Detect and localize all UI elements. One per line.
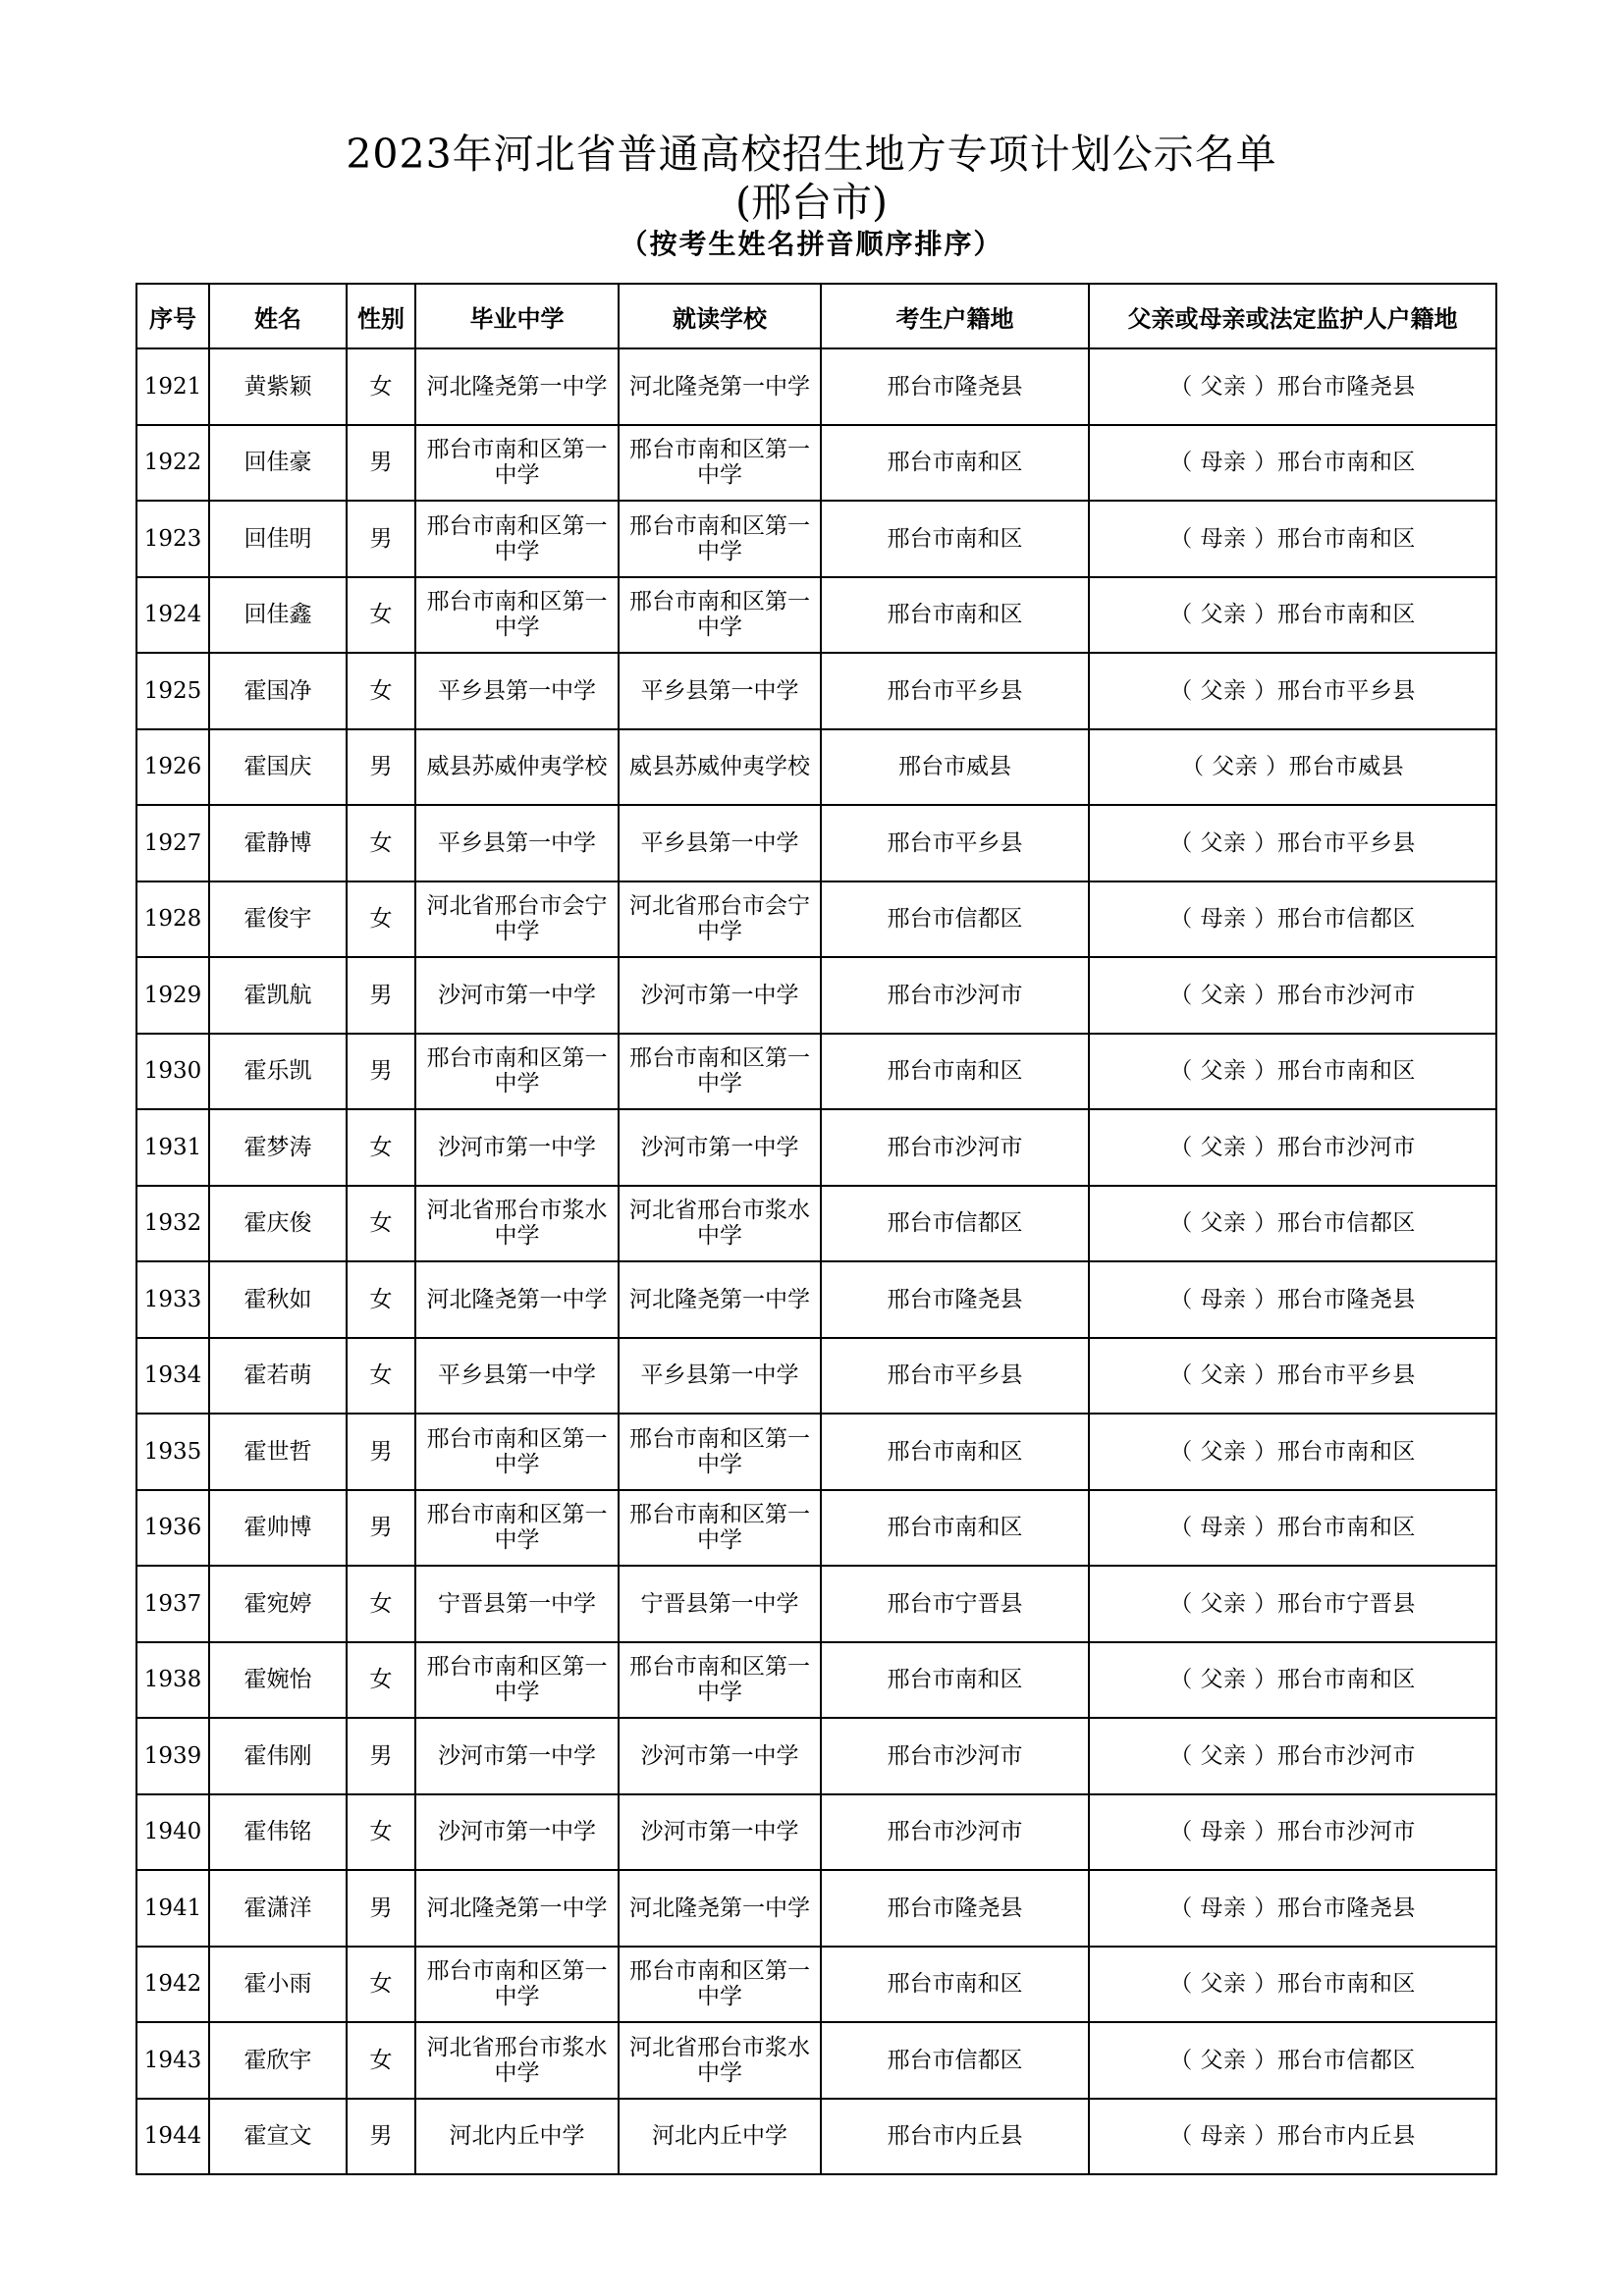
cell-current-school: 邢台市南和区第一中学	[619, 425, 821, 502]
header-no: 序号	[136, 284, 209, 348]
cell-name: 霍欣宇	[209, 2022, 347, 2099]
cell-parent-hukou	[1089, 1566, 1496, 1642]
parent-hukou-place: 邢台市信都区	[1276, 906, 1416, 933]
cell-name: 霍小雨	[209, 1947, 347, 2023]
cell-name: 霍乐凯	[209, 1034, 347, 1110]
cell-name: 霍宣文	[209, 2099, 347, 2175]
table-row	[136, 1261, 1496, 1338]
cell-gender: 女	[347, 348, 415, 425]
cell-gender: 男	[347, 1718, 415, 1794]
cell-name: 霍凯航	[209, 957, 347, 1034]
parent-hukou-place: 邢台市沙河市	[1276, 1134, 1416, 1160]
cell-current-school: 平乡县第一中学	[619, 805, 821, 881]
cell-gender: 男	[347, 729, 415, 806]
cell-no: 1932	[136, 1186, 209, 1262]
table-row	[136, 1186, 1496, 1262]
cell-grad-school: 河北省邢台市会宁中学	[415, 881, 619, 958]
parent-relation: （ 母亲 ）	[1169, 525, 1277, 552]
cell-hukou: 邢台市南和区	[821, 1947, 1089, 2023]
cell-current-school: 邢台市南和区第一中学	[619, 577, 821, 654]
cell-current-school: 邢台市南和区第一中学	[619, 1947, 821, 2023]
cell-grad-school: 邢台市南和区第一中学	[415, 1642, 619, 1719]
cell-gender: 女	[347, 1566, 415, 1642]
parent-hukou-place: 邢台市南和区	[1276, 1667, 1416, 1693]
cell-parent-hukou	[1089, 957, 1496, 1034]
parent-relation: （ 父亲 ）	[1180, 754, 1289, 780]
cell-grad-school: 邢台市南和区第一中学	[415, 1490, 619, 1567]
parent-hukou-place: 邢台市南和区	[1276, 525, 1416, 552]
table-row	[136, 2099, 1496, 2175]
cell-no: 1933	[136, 1261, 209, 1338]
cell-hukou: 邢台市信都区	[821, 1186, 1089, 1262]
cell-hukou: 邢台市平乡县	[821, 805, 1089, 881]
cell-gender: 男	[347, 1034, 415, 1110]
table-row	[136, 1490, 1496, 1567]
document-title: 2023年河北省普通高校招生地方专项计划公示名单	[346, 131, 1277, 178]
cell-no: 1944	[136, 2099, 209, 2175]
cell-grad-school: 邢台市南和区第一中学	[415, 1947, 619, 2023]
table-row	[136, 1794, 1496, 1871]
parent-relation: （ 父亲 ）	[1169, 602, 1277, 628]
parent-relation: （ 父亲 ）	[1169, 1210, 1277, 1237]
cell-parent-hukou	[1089, 577, 1496, 654]
table-row	[136, 425, 1496, 502]
cell-parent-hukou	[1089, 805, 1496, 881]
cell-parent-hukou	[1089, 348, 1496, 425]
header-parent-hukou: 父亲或母亲或法定监护人户籍地	[1089, 284, 1496, 348]
cell-current-school: 邢台市南和区第一中学	[619, 1642, 821, 1719]
parent-relation: （ 父亲 ）	[1169, 1667, 1277, 1693]
parent-relation: （ 父亲 ）	[1169, 829, 1277, 856]
cell-parent-hukou	[1089, 1794, 1496, 1871]
cell-parent-hukou	[1089, 1642, 1496, 1719]
cell-name: 霍伟刚	[209, 1718, 347, 1794]
cell-parent-hukou	[1089, 1947, 1496, 2023]
parent-hukou-place: 邢台市沙河市	[1276, 1819, 1416, 1845]
parent-relation: （ 母亲 ）	[1169, 1515, 1277, 1541]
cell-grad-school: 河北隆尧第一中学	[415, 348, 619, 425]
document-subtitle: (邢台市)	[735, 179, 888, 226]
cell-current-school: 平乡县第一中学	[619, 653, 821, 729]
parent-relation: （ 母亲 ）	[1169, 2123, 1277, 2150]
cell-grad-school: 河北隆尧第一中学	[415, 1261, 619, 1338]
cell-no: 1939	[136, 1718, 209, 1794]
cell-hukou: 邢台市南和区	[821, 577, 1089, 654]
cell-grad-school: 平乡县第一中学	[415, 1338, 619, 1415]
cell-no: 1931	[136, 1109, 209, 1186]
cell-no: 1943	[136, 2022, 209, 2099]
cell-current-school: 邢台市南和区第一中学	[619, 1490, 821, 1567]
cell-grad-school: 平乡县第一中学	[415, 653, 619, 729]
cell-hukou: 邢台市南和区	[821, 1642, 1089, 1719]
cell-name: 霍秋如	[209, 1261, 347, 1338]
cell-hukou: 邢台市南和区	[821, 1414, 1089, 1490]
header-grad-school: 毕业中学	[415, 284, 619, 348]
parent-hukou-place: 邢台市平乡县	[1276, 1362, 1416, 1389]
cell-hukou: 邢台市宁晋县	[821, 1566, 1089, 1642]
cell-grad-school: 邢台市南和区第一中学	[415, 501, 619, 577]
roster-table	[135, 283, 1497, 2175]
cell-name: 回佳鑫	[209, 577, 347, 654]
cell-no: 1926	[136, 729, 209, 806]
cell-no: 1934	[136, 1338, 209, 1415]
cell-gender: 女	[347, 1338, 415, 1415]
parent-relation: （ 父亲 ）	[1169, 373, 1277, 400]
parent-relation: （ 父亲 ）	[1169, 1590, 1277, 1617]
cell-name: 黄紫颖	[209, 348, 347, 425]
cell-grad-school: 邢台市南和区第一中学	[415, 1414, 619, 1490]
cell-hukou: 邢台市信都区	[821, 2022, 1089, 2099]
cell-gender: 女	[347, 577, 415, 654]
cell-grad-school: 邢台市南和区第一中学	[415, 1034, 619, 1110]
table-row	[136, 1718, 1496, 1794]
table-row	[136, 957, 1496, 1034]
cell-parent-hukou	[1089, 1870, 1496, 1947]
cell-current-school: 河北隆尧第一中学	[619, 1261, 821, 1338]
parent-hukou-place: 邢台市信都区	[1276, 2047, 1416, 2073]
cell-gender: 女	[347, 805, 415, 881]
parent-relation: （ 父亲 ）	[1169, 1134, 1277, 1160]
parent-hukou-place: 邢台市南和区	[1276, 1438, 1416, 1465]
cell-gender: 男	[347, 957, 415, 1034]
sort-note: （按考生姓名拼音顺序排序）	[620, 228, 1003, 260]
cell-parent-hukou	[1089, 881, 1496, 958]
cell-current-school: 沙河市第一中学	[619, 1794, 821, 1871]
cell-parent-hukou	[1089, 1261, 1496, 1338]
parent-hukou-place: 邢台市隆尧县	[1276, 1286, 1416, 1312]
cell-hukou: 邢台市南和区	[821, 1490, 1089, 1567]
cell-parent-hukou	[1089, 2099, 1496, 2175]
cell-current-school: 邢台市南和区第一中学	[619, 1034, 821, 1110]
cell-parent-hukou	[1089, 1490, 1496, 1567]
parent-relation: （ 父亲 ）	[1169, 1058, 1277, 1085]
parent-hukou-place: 邢台市南和区	[1276, 602, 1416, 628]
table-row	[136, 1109, 1496, 1186]
cell-hukou: 邢台市信都区	[821, 881, 1089, 958]
parent-hukou-place: 邢台市平乡县	[1276, 829, 1416, 856]
cell-name: 霍庆俊	[209, 1186, 347, 1262]
cell-grad-school: 沙河市第一中学	[415, 1718, 619, 1794]
parent-hukou-place: 邢台市南和区	[1276, 1515, 1416, 1541]
cell-current-school: 河北省邢台市会宁中学	[619, 881, 821, 958]
cell-name: 霍梦涛	[209, 1109, 347, 1186]
parent-hukou-place: 邢台市隆尧县	[1276, 373, 1416, 400]
parent-relation: （ 父亲 ）	[1169, 982, 1277, 1008]
cell-gender: 男	[347, 425, 415, 502]
cell-name: 霍世哲	[209, 1414, 347, 1490]
parent-hukou-place: 邢台市宁晋县	[1276, 1590, 1416, 1617]
cell-gender: 女	[347, 1947, 415, 2023]
cell-no: 1930	[136, 1034, 209, 1110]
cell-no: 1928	[136, 881, 209, 958]
cell-current-school: 河北隆尧第一中学	[619, 1870, 821, 1947]
header-name: 姓名	[209, 284, 347, 348]
cell-parent-hukou	[1089, 1718, 1496, 1794]
parent-relation: （ 母亲 ）	[1169, 1895, 1277, 1921]
cell-hukou: 邢台市隆尧县	[821, 1870, 1089, 1947]
cell-current-school: 河北省邢台市浆水中学	[619, 1186, 821, 1262]
cell-hukou: 邢台市隆尧县	[821, 348, 1089, 425]
cell-parent-hukou	[1089, 653, 1496, 729]
cell-grad-school: 沙河市第一中学	[415, 1794, 619, 1871]
cell-gender: 男	[347, 2099, 415, 2175]
cell-parent-hukou	[1089, 1186, 1496, 1262]
cell-grad-school: 宁晋县第一中学	[415, 1566, 619, 1642]
parent-relation: （ 父亲 ）	[1169, 677, 1277, 704]
cell-current-school: 河北省邢台市浆水中学	[619, 2022, 821, 2099]
cell-current-school: 沙河市第一中学	[619, 1718, 821, 1794]
cell-current-school: 沙河市第一中学	[619, 1109, 821, 1186]
cell-name: 霍俊宇	[209, 881, 347, 958]
cell-gender: 女	[347, 653, 415, 729]
cell-hukou: 邢台市沙河市	[821, 957, 1089, 1034]
cell-grad-school: 河北隆尧第一中学	[415, 1870, 619, 1947]
parent-hukou-place: 邢台市内丘县	[1276, 2123, 1416, 2150]
cell-current-school: 宁晋县第一中学	[619, 1566, 821, 1642]
cell-hukou: 邢台市威县	[821, 729, 1089, 806]
cell-name: 回佳明	[209, 501, 347, 577]
parent-relation: （ 父亲 ）	[1169, 1438, 1277, 1465]
cell-grad-school: 邢台市南和区第一中学	[415, 577, 619, 654]
parent-relation: （ 母亲 ）	[1169, 1286, 1277, 1312]
parent-relation: （ 母亲 ）	[1169, 1819, 1277, 1845]
cell-grad-school: 平乡县第一中学	[415, 805, 619, 881]
cell-hukou: 邢台市南和区	[821, 501, 1089, 577]
cell-parent-hukou	[1089, 1109, 1496, 1186]
table-row	[136, 1566, 1496, 1642]
cell-name: 霍帅博	[209, 1490, 347, 1567]
cell-hukou: 邢台市南和区	[821, 425, 1089, 502]
cell-parent-hukou	[1089, 1034, 1496, 1110]
cell-hukou: 邢台市沙河市	[821, 1794, 1089, 1871]
cell-gender: 女	[347, 1261, 415, 1338]
parent-hukou-place: 邢台市隆尧县	[1276, 1895, 1416, 1921]
parent-hukou-place: 邢台市威县	[1288, 754, 1405, 780]
cell-hukou: 邢台市隆尧县	[821, 1261, 1089, 1338]
cell-no: 1935	[136, 1414, 209, 1490]
table-row	[136, 881, 1496, 958]
cell-name: 回佳豪	[209, 425, 347, 502]
parent-relation: （ 父亲 ）	[1169, 1742, 1277, 1769]
cell-name: 霍伟铭	[209, 1794, 347, 1871]
table-row	[136, 348, 1496, 425]
table-row	[136, 653, 1496, 729]
cell-no: 1942	[136, 1947, 209, 2023]
parent-relation: （ 母亲 ）	[1169, 906, 1277, 933]
header-gender: 性别	[347, 284, 415, 348]
cell-name: 霍潇洋	[209, 1870, 347, 1947]
table-row	[136, 1338, 1496, 1415]
parent-relation: （ 父亲 ）	[1169, 1362, 1277, 1389]
cell-current-school: 沙河市第一中学	[619, 957, 821, 1034]
cell-parent-hukou	[1089, 1414, 1496, 1490]
cell-gender: 女	[347, 1186, 415, 1262]
cell-parent-hukou	[1089, 501, 1496, 577]
cell-hukou: 邢台市平乡县	[821, 1338, 1089, 1415]
table-row	[136, 1034, 1496, 1110]
cell-current-school: 威县苏威仲夷学校	[619, 729, 821, 806]
cell-no: 1936	[136, 1490, 209, 1567]
cell-no: 1927	[136, 805, 209, 881]
parent-relation: （ 父亲 ）	[1169, 2047, 1277, 2073]
cell-parent-hukou	[1089, 1338, 1496, 1415]
cell-no: 1940	[136, 1794, 209, 1871]
cell-name: 霍婉怡	[209, 1642, 347, 1719]
cell-current-school: 河北内丘中学	[619, 2099, 821, 2175]
cell-gender: 男	[347, 1870, 415, 1947]
cell-grad-school: 邢台市南和区第一中学	[415, 425, 619, 502]
table-row	[136, 729, 1496, 806]
cell-grad-school: 河北内丘中学	[415, 2099, 619, 2175]
table-row	[136, 2022, 1496, 2099]
parent-hukou-place: 邢台市信都区	[1276, 1210, 1416, 1237]
table-row	[136, 1947, 1496, 2023]
cell-no: 1941	[136, 1870, 209, 1947]
cell-name: 霍静博	[209, 805, 347, 881]
table-row	[136, 1414, 1496, 1490]
cell-grad-school: 沙河市第一中学	[415, 1109, 619, 1186]
cell-gender: 女	[347, 1642, 415, 1719]
cell-gender: 女	[347, 2022, 415, 2099]
cell-gender: 男	[347, 1414, 415, 1490]
cell-gender: 男	[347, 501, 415, 577]
cell-current-school: 平乡县第一中学	[619, 1338, 821, 1415]
cell-hukou: 邢台市内丘县	[821, 2099, 1089, 2175]
table-row	[136, 805, 1496, 881]
cell-gender: 男	[347, 1490, 415, 1567]
cell-no: 1925	[136, 653, 209, 729]
parent-hukou-place: 邢台市沙河市	[1276, 1742, 1416, 1769]
cell-gender: 女	[347, 1109, 415, 1186]
cell-current-school: 河北隆尧第一中学	[619, 348, 821, 425]
parent-hukou-place: 邢台市南和区	[1276, 1058, 1416, 1085]
cell-gender: 女	[347, 881, 415, 958]
parent-relation: （ 母亲 ）	[1169, 450, 1277, 476]
header-row	[136, 284, 1496, 348]
table-row	[136, 501, 1496, 577]
cell-name: 霍若萌	[209, 1338, 347, 1415]
parent-relation: （ 父亲 ）	[1169, 1971, 1277, 1998]
cell-grad-school: 沙河市第一中学	[415, 957, 619, 1034]
cell-hukou: 邢台市南和区	[821, 1034, 1089, 1110]
cell-parent-hukou	[1089, 2022, 1496, 2099]
cell-grad-school: 河北省邢台市浆水中学	[415, 1186, 619, 1262]
cell-no: 1929	[136, 957, 209, 1034]
table-row	[136, 577, 1496, 654]
cell-name: 霍宛婷	[209, 1566, 347, 1642]
cell-hukou: 邢台市平乡县	[821, 653, 1089, 729]
cell-no: 1922	[136, 425, 209, 502]
cell-no: 1921	[136, 348, 209, 425]
parent-hukou-place: 邢台市沙河市	[1276, 982, 1416, 1008]
table-row	[136, 1642, 1496, 1719]
cell-parent-hukou	[1089, 729, 1496, 806]
cell-no: 1937	[136, 1566, 209, 1642]
parent-hukou-place: 邢台市南和区	[1276, 1971, 1416, 1998]
cell-hukou: 邢台市沙河市	[821, 1718, 1089, 1794]
cell-no: 1923	[136, 501, 209, 577]
cell-hukou: 邢台市沙河市	[821, 1109, 1089, 1186]
cell-no: 1938	[136, 1642, 209, 1719]
cell-current-school: 邢台市南和区第一中学	[619, 501, 821, 577]
parent-hukou-place: 邢台市平乡县	[1276, 677, 1416, 704]
cell-no: 1924	[136, 577, 209, 654]
table-row	[136, 1870, 1496, 1947]
cell-grad-school: 威县苏威仲夷学校	[415, 729, 619, 806]
cell-parent-hukou	[1089, 425, 1496, 502]
cell-grad-school: 河北省邢台市浆水中学	[415, 2022, 619, 2099]
cell-name: 霍国净	[209, 653, 347, 729]
header-hukou: 考生户籍地	[821, 284, 1089, 348]
parent-hukou-place: 邢台市南和区	[1276, 450, 1416, 476]
header-current-school: 就读学校	[619, 284, 821, 348]
cell-name: 霍国庆	[209, 729, 347, 806]
cell-gender: 女	[347, 1794, 415, 1871]
cell-current-school: 邢台市南和区第一中学	[619, 1414, 821, 1490]
